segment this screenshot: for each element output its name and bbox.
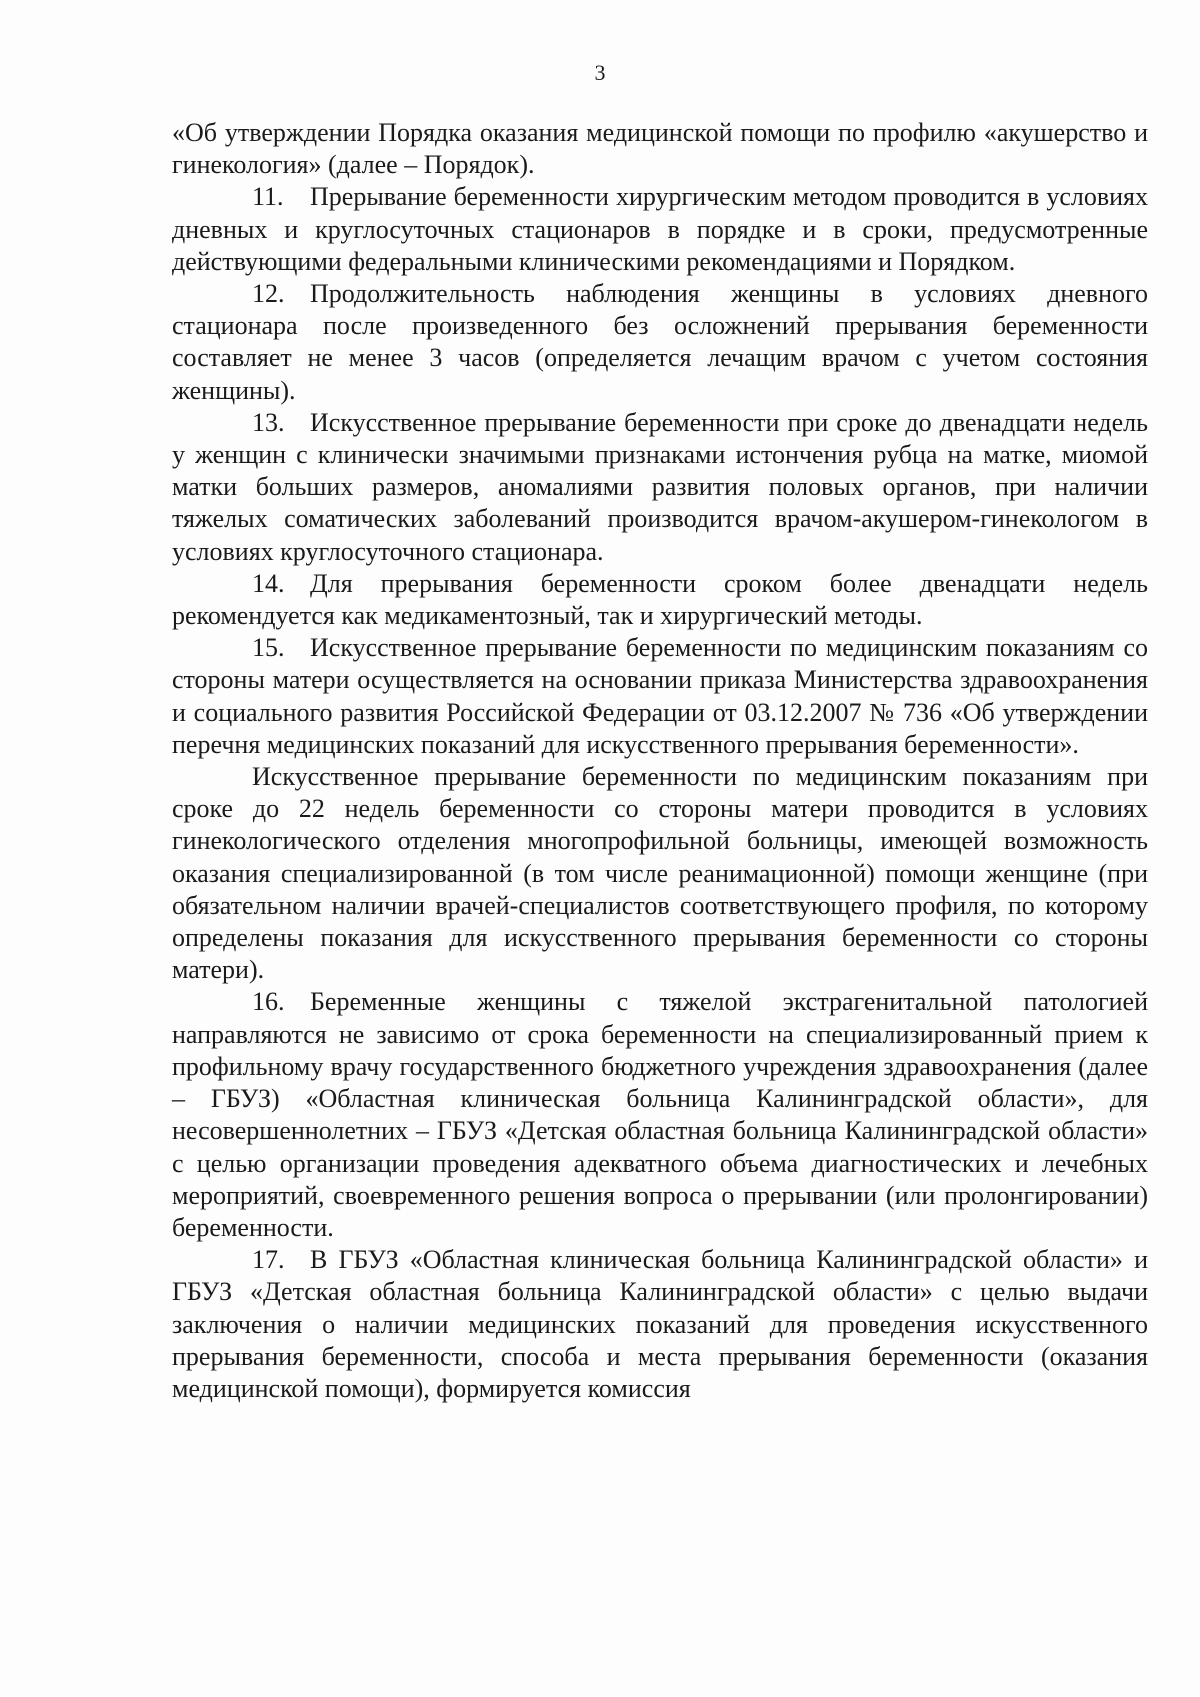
paragraph-13 [172, 407, 1148, 568]
paragraph-14 [172, 568, 1148, 632]
paragraph-continuation [172, 117, 1148, 181]
paragraph-text: Беременные женщины с тяжелой экстрагенитальной патологией направляются не зависимо от срока беременности на специализированный прием к профильному врачу государственного бюджетного учреждения здравоохранения (далее – ГБУЗ) «Областная клиническая больница Калининградской области», для несовершеннолетних – ГБУЗ «Детская областная больница Калининградской области» с целью организации проведения адекватного объема диагностических и лечебных мероприятий, своевременного решения вопроса о прерывании (или пролонгировании) беременности. [172, 987, 1148, 1242]
paragraph-text: Искусственное прерывание беременности при сроке до двенадцати недель у женщин с клинически значимыми признаками истончения рубца на матке, миомой матки больших размеров, аномалиями развития половых органов, при наличии тяжелых соматических заболеваний производится врачом-акушером-гинекологом в условиях круглосуточного стационара. [172, 407, 1148, 566]
page-number: 3 [594, 60, 606, 85]
paragraph-15-continued [172, 761, 1148, 986]
paragraph-text: Продолжительность наблюдения женщины в условиях дневного стационара после произведенного без осложнений прерывания беременности составляет не менее 3 часов (определяется лечащим врачом с учетом состояния женщины). [172, 279, 1148, 405]
paragraph-11 [172, 181, 1148, 278]
paragraph-number: 17. [252, 1245, 285, 1275]
document-body [172, 117, 1148, 1405]
paragraph-number: 12. [252, 279, 285, 309]
paragraph-number: 16. [252, 987, 285, 1017]
paragraph-number: 14. [252, 568, 285, 598]
paragraph-text: «Об утверждении Порядка оказания медицинской помощи по профилю «акушерство и гинекология» (далее – Порядок). [172, 118, 1148, 180]
paragraph-text: Прерывание беременности хирургическим методом проводится в условиях дневных и круглосуточных стационаров в порядке и в сроки, предусмотренные действующими федеральными клиническими рекомендациями и Порядком. [172, 182, 1148, 276]
paragraph-number: 13. [252, 407, 285, 437]
paragraph-number: 15. [252, 633, 285, 663]
paragraph-number: 11. [252, 182, 284, 212]
paragraph-12 [172, 278, 1148, 407]
paragraph-text: Искусственное прерывание беременности по медицинским показаниям при сроке до 22 недель беременности со стороны матери проводится в условиях гинекологического отделения многопрофильной больницы, имеющей возможность оказания специализированной (в том числе реанимационной) помощи женщине (при обязательном наличии врачей-специалистов соответствующего профиля, по которому определены показания для искусственного прерывания беременности со стороны матери). [172, 762, 1148, 985]
paragraph-16 [172, 986, 1148, 1244]
paragraph-text: Для прерывания беременности сроком более двенадцати недель рекомендуется как медикаментозный, так и хирургический методы. [172, 568, 1148, 631]
paragraph-text: Искусственное прерывание беременности по медицинским показаниям со стороны матери осуществляется на основании приказа Министерства здравоохранения и социального развития Российской Федерации от 03.12.2007 № 736 «Об утверждении перечня медицинских показаний для искусственного прерывания беременности». [172, 633, 1148, 759]
paragraph-15 [172, 632, 1148, 761]
paragraph-17 [172, 1244, 1148, 1405]
paragraph-text: В ГБУЗ «Областная клиническая больница Калининградской области» и ГБУЗ «Детская областная больница Калининградской области» с целью выдачи заключения о наличии медицинских показаний для проведения искусственного прерывания беременности, способа и места прерывания беременности (оказания медицинской помощи), формируется комиссия [172, 1245, 1148, 1403]
